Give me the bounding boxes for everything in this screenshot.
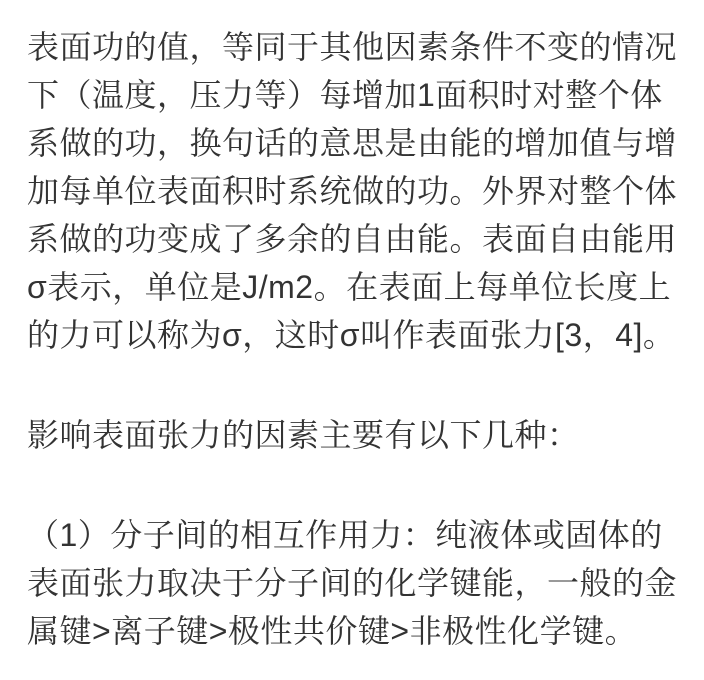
- paragraph-factors-intro: 影响表面张力的因素主要有以下几种：: [27, 417, 580, 453]
- paragraph-factor-1-intermolecular-force: （1）分子间的相互作用力：纯液体或固体的表面张力取决于分子间的化学键能，一般的金属键>离子键>极性共价键>非极性化学键。: [27, 517, 678, 649]
- paragraph-surface-work-definition: 表面功的值，等同于其他因素条件不变的情况下（温度，压力等）每增加1面积时对整个体系做的功，换句话的意思是由能的增加值与增加每单位表面积时系统做的功。外界对整个体系做的功变成了多余的自由能。表面自由能用σ表示，单位是J/m2。在表面上每单位长度上的力可以称为σ，这时σ叫作表面张力[3，4]。: [27, 29, 678, 353]
